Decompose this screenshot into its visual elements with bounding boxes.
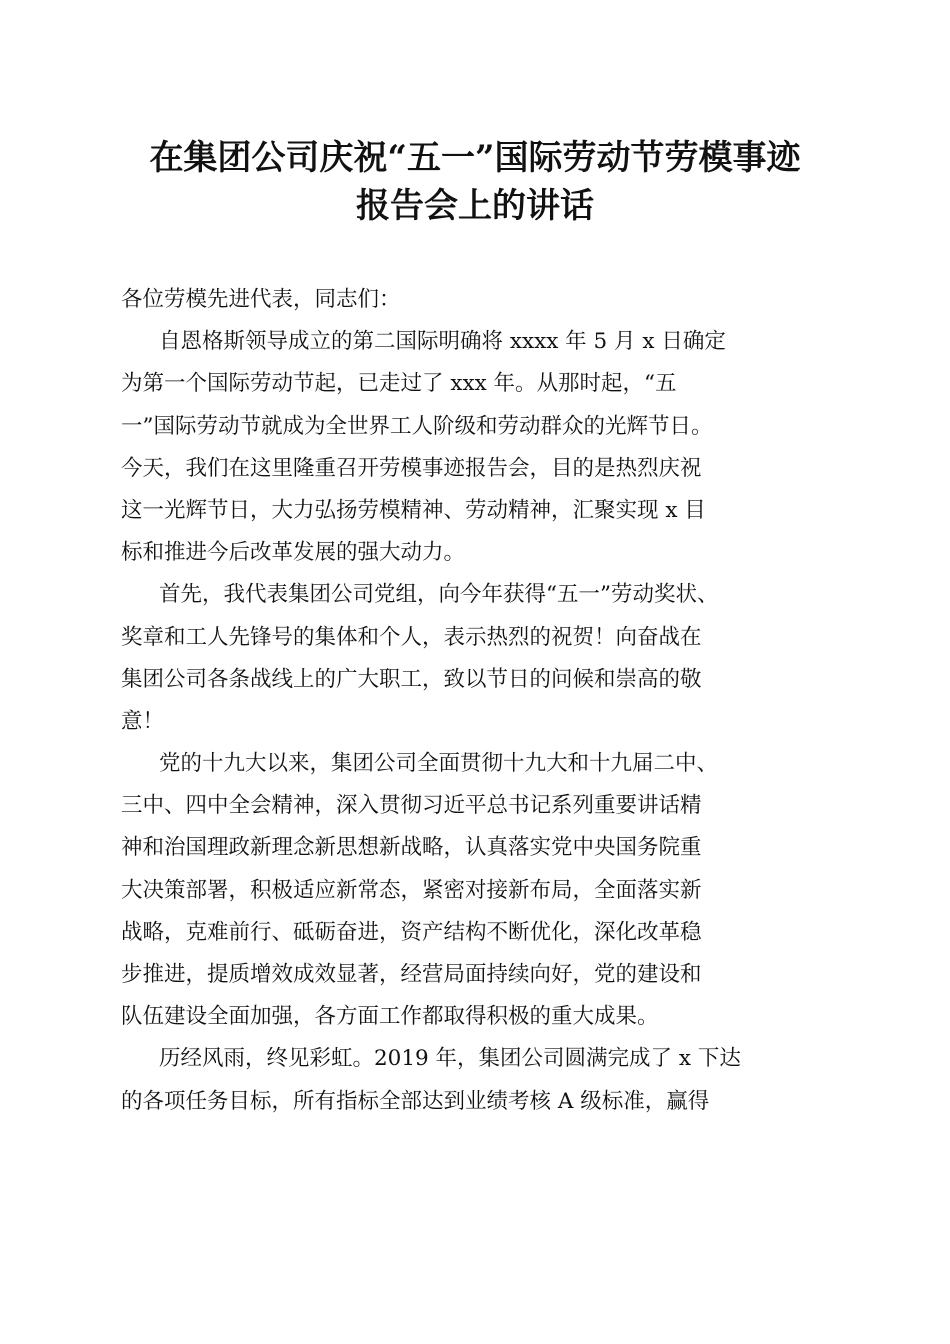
paragraph-line: 步推进，提质增效成效显著，经营局面持续向好，党的建设和 xyxy=(121,962,702,987)
paragraph-line: 今天，我们在这里隆重召开劳模事迹报告会，目的是热烈庆祝 xyxy=(121,455,702,481)
paragraph-line: 战略，克难前行、砥砺奋进，资产结构不断优化，深化改革稳 xyxy=(121,919,702,945)
paragraph-line: 一”国际劳动节就成为全世界工人阶级和劳动群众的光辉节日。 xyxy=(121,413,713,439)
paragraph-line: 的各项任务目标，所有指标全部达到业绩考核 A 级标准，赢得 xyxy=(121,1088,710,1114)
paragraph-line: 神和治国理政新理念新思想新战略，认真落实党中央国务院重 xyxy=(121,835,702,861)
paragraph-line: 三中、四中全会精神，深入贯彻习近平总书记系列重要讲话精 xyxy=(121,793,702,819)
document-title-line-1: 在集团公司庆祝“五一”国际劳动节劳模事迹 xyxy=(149,138,801,178)
paragraph-line: 为第一个国际劳动节起，已走过了 xxx 年。从那时起，“五 xyxy=(121,371,677,397)
document-title-line-2: 报告会上的讲话 xyxy=(356,186,594,226)
paragraph-line: 党的十九大以来，集团公司全面贯彻十九大和十九届二中、 xyxy=(159,751,719,777)
paragraph-line: 首先，我代表集团公司党组，向今年获得“五一”劳动奖状、 xyxy=(159,582,719,608)
paragraph-line: 标和推进今后改革发展的强大动力。 xyxy=(121,540,466,566)
paragraph-line: 集团公司各条战线上的广大职工，致以节日的问候和崇高的敬 xyxy=(121,666,702,692)
paragraph-line: 自恩格斯领导成立的第二国际明确将 xxxx 年 5 月 x 日确定 xyxy=(159,329,726,355)
paragraph-line: 奖章和工人先锋号的集体和个人，表示热烈的祝贺！向奋战在 xyxy=(121,624,702,650)
paragraph-line: 这一光辉节日，大力弘扬劳模精神、劳动精神，汇聚实现 x 目 xyxy=(121,497,706,523)
paragraph-line: 队伍建设全面加强，各方面工作都取得积极的重大成果。 xyxy=(121,1004,659,1030)
paragraph-line: 大决策部署，积极适应新常态，紧密对接新布局，全面落实新 xyxy=(121,877,702,903)
document-body xyxy=(121,279,841,1123)
salutation: 各位劳模先进代表，同志们： xyxy=(121,287,401,312)
paragraph-line: 历经风雨，终见彩虹。2019 年，集团公司圆满完成了 x 下达 xyxy=(159,1046,741,1072)
paragraph-line: 意！ xyxy=(121,708,165,734)
